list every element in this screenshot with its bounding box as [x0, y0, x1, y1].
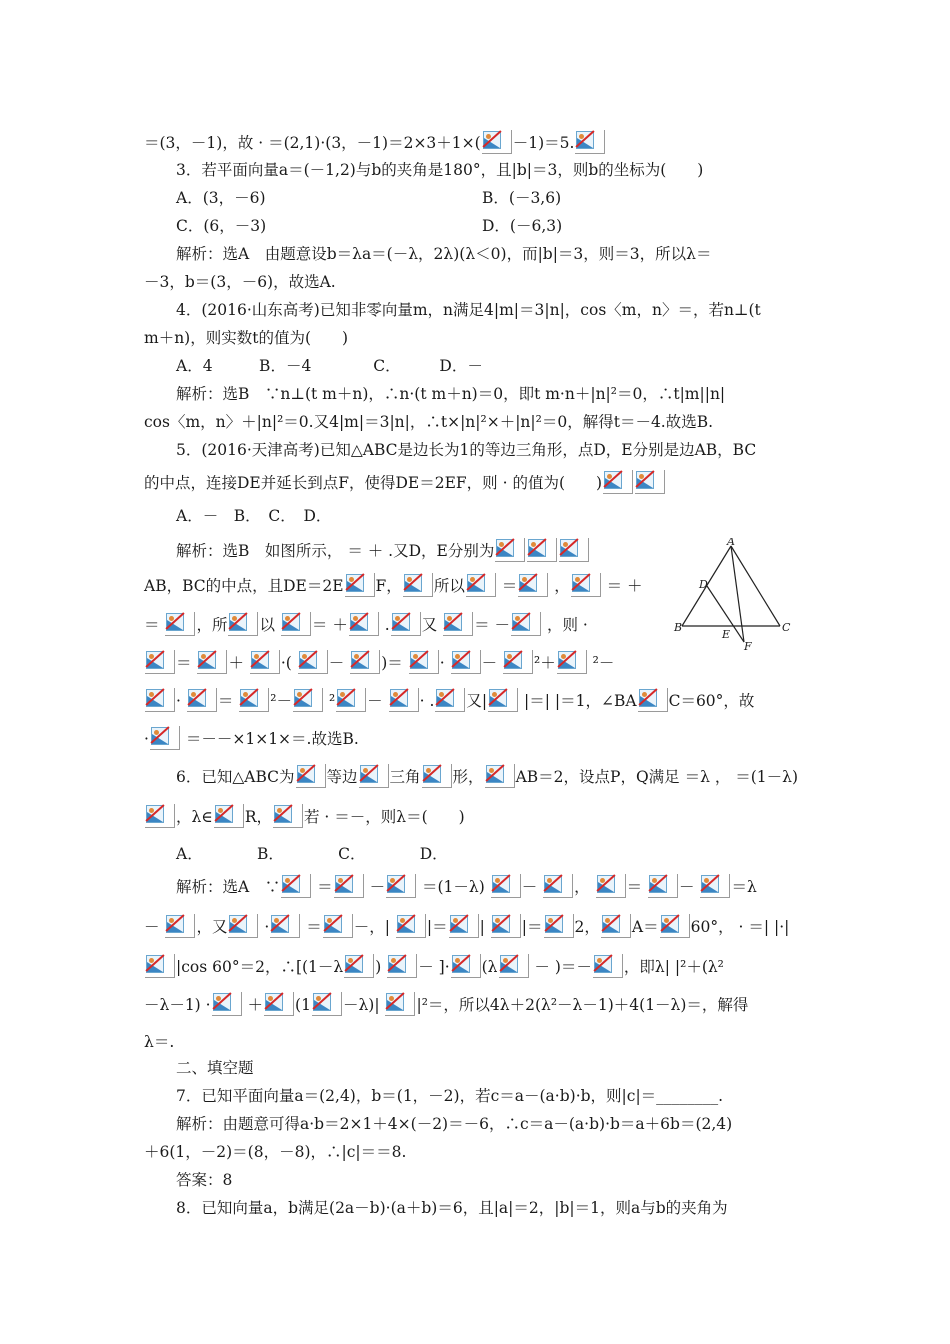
broken-image-icon [559, 538, 589, 562]
broken-image-icon [293, 688, 323, 712]
broken-image-icon [250, 650, 280, 674]
broken-image-icon [214, 804, 244, 828]
broken-image-icon [700, 874, 730, 898]
broken-image-icon [296, 764, 326, 788]
broken-image-icon [518, 573, 548, 597]
text-line: 答案：8 [176, 1171, 233, 1189]
broken-image-icon [557, 650, 587, 674]
broken-image-icon [197, 650, 227, 674]
broken-image-icon [165, 914, 195, 938]
text-line: 解析：选B 如图所示， ＝ ＋ .又D，E分别为 [176, 538, 590, 562]
text-line: |cos 60°＝2，∴[(1－λ ) － ]· (λ － )＝－ ，即λ| |²＋(λ² [144, 954, 724, 978]
broken-image-icon [571, 573, 601, 597]
broken-image-icon [145, 650, 175, 674]
broken-image-icon [145, 688, 175, 712]
broken-image-icon [281, 612, 311, 636]
text-line: A．4 B．－4 C． D．－ [176, 357, 483, 375]
text-line: A．(3，－6) [176, 189, 266, 207]
broken-image-icon [488, 688, 518, 712]
broken-image-icon [349, 612, 379, 636]
text-line: λ＝. [144, 1033, 175, 1051]
broken-image-icon [491, 914, 521, 938]
broken-image-icon [451, 650, 481, 674]
broken-image-icon [491, 874, 521, 898]
text-line: · ＝－－×1×1×＝.故选B. [144, 726, 359, 750]
broken-image-icon [544, 914, 574, 938]
broken-image-icon [270, 914, 300, 938]
broken-image-icon [435, 688, 465, 712]
label-c: C [782, 621, 791, 634]
broken-image-icon [323, 914, 353, 938]
text-line: ＝ ＋ ·( － )＝ · － ²＋ ²－ [144, 650, 614, 674]
broken-image-icon [228, 914, 258, 938]
text-line: － ，又 · ＝ －，| |＝ | |＝ 2， A＝ 60°， · ＝| |·| [144, 914, 789, 938]
broken-image-icon [638, 688, 668, 712]
text-line: B．(－3,6) [482, 189, 562, 207]
broken-image-icon [212, 992, 242, 1016]
label-d: D [699, 578, 708, 591]
text-line: 8．已知向量a，b满足(2a－b)·(a＋b)＝6，且|a|＝2，|b|＝1，则a与b的夹角为 [176, 1199, 728, 1217]
broken-image-icon [443, 612, 473, 636]
text-line: 的中点，连接DE并延长到点F，使得DE＝2EF，则 · 的值为( ) [144, 470, 666, 494]
broken-image-icon [451, 954, 481, 978]
label-f: F [744, 640, 752, 653]
text-line: A．－ B． C． D． [176, 507, 332, 525]
broken-image-icon [575, 130, 605, 154]
broken-image-icon [145, 804, 175, 828]
label-b: B [674, 621, 683, 634]
broken-image-icon [596, 874, 626, 898]
text-line: 7．已知平面向量a＝(2,4)，b＝(1，－2)，若c＝a－(a·b)·b，则|c|＝________. [176, 1087, 724, 1105]
text-line: 4．(2016·山东高考)已知非零向量m，n满足4|m|＝3|n|，cos〈m，n〉＝，若n⊥(t [176, 301, 761, 319]
text-line: －3，b＝(3，－6)，故选A. [144, 273, 336, 291]
triangle-figure [672, 538, 792, 653]
text-line: 3．若平面向量a＝(－1,2)与b的夹角是180°，且|b|＝3，则b的坐标为( ) [176, 161, 704, 179]
broken-image-icon [228, 612, 258, 636]
text-line: ＋6(1，－2)＝(8，－8)，∴|c|＝＝8. [144, 1143, 407, 1161]
broken-image-icon [543, 874, 573, 898]
broken-image-icon [482, 130, 512, 154]
broken-image-icon [187, 688, 217, 712]
broken-image-icon [312, 992, 342, 1016]
broken-image-icon [409, 650, 439, 674]
broken-image-icon [389, 688, 419, 712]
broken-image-icon [527, 538, 557, 562]
broken-image-icon [145, 954, 175, 978]
broken-image-icon [334, 874, 364, 898]
text-line: 解析：选A 由题意设b＝λa＝(－λ，2λ)(λ＜0)，而|b|＝3，则＝3，所以λ＝ [176, 245, 712, 263]
text-line: －λ－1) · ＋ (1 －λ)| |²＝，所以4λ＋2(λ²－λ－1)＋4(1－λ)＝，解得 [144, 992, 748, 1016]
broken-image-icon [485, 764, 515, 788]
broken-image-icon [273, 804, 303, 828]
broken-image-icon [635, 470, 665, 494]
text-line: D．(－6,3) [482, 217, 563, 235]
broken-image-icon [350, 650, 380, 674]
broken-image-icon [396, 914, 426, 938]
broken-image-icon [391, 612, 421, 636]
broken-image-icon [336, 688, 366, 712]
broken-image-icon [511, 612, 541, 636]
broken-image-icon [593, 954, 623, 978]
broken-image-icon [449, 914, 479, 938]
text-line: 6．已知△ABC为 等边 三角 形， AB＝2，设点P，Q满足 ＝λ ， ＝(1－λ) [176, 764, 798, 788]
text-line: m＋n)，则实数t的值为( ) [144, 329, 349, 347]
broken-image-icon [281, 874, 311, 898]
broken-image-icon [601, 914, 631, 938]
text-line: AB，BC的中点，且DE＝2E F， 所以 ＝ ， ＝ ＋ [144, 573, 643, 597]
broken-image-icon [648, 874, 678, 898]
broken-image-icon [150, 726, 180, 750]
broken-image-icon [499, 954, 529, 978]
broken-image-icon [264, 992, 294, 1016]
broken-image-icon [387, 954, 417, 978]
text-line: ，λ∈ R， 若 · ＝－，则λ＝( ) [144, 804, 465, 828]
text-line: 5．(2016·天津高考)已知△ABC是边长为1的等边三角形，点D，E分别是边AB，BC [176, 441, 757, 459]
text-line: ＝(3，－1)，故 · ＝(2,1)·(3，－1)＝2×3＋1×( －1)＝5. [144, 130, 606, 154]
broken-image-icon [298, 650, 328, 674]
broken-image-icon [165, 612, 195, 636]
broken-image-icon [660, 914, 690, 938]
broken-image-icon [344, 954, 374, 978]
broken-image-icon [385, 992, 415, 1016]
broken-image-icon [495, 538, 525, 562]
broken-image-icon [422, 764, 452, 788]
broken-image-icon [603, 470, 633, 494]
broken-image-icon [466, 573, 496, 597]
label-a: A [727, 538, 735, 548]
broken-image-icon [386, 874, 416, 898]
broken-image-icon [359, 764, 389, 788]
broken-image-icon [239, 688, 269, 712]
broken-image-icon [345, 573, 375, 597]
text-line: 二、填空题 [176, 1059, 254, 1077]
text-line: ＝ ，所 以 ＝ ＋ . 又 ＝ － ，则 · [144, 612, 588, 636]
text-line: 解析：选B ∵n⊥(t m＋n)，∴n·(t m＋n)＝0，即t m·n＋|n|²＝0，∴t|m||n| [176, 385, 726, 403]
text-line: cos〈m，n〉＋|n|²＝0.又4|m|＝3|n|，∴t×|n|²×＋|n|²＝0，解得t＝－4.故选B. [144, 413, 714, 431]
text-line: A． B． C． D． [176, 845, 448, 863]
broken-image-icon [503, 650, 533, 674]
text-line: 解析：由题意可得a·b＝2×1＋4×(－2)＝－6，∴c＝a－(a·b)·b＝a＋6b＝(2,4) [176, 1115, 733, 1133]
label-e: E [722, 628, 731, 641]
text-line: 解析：选A ∵ ＝ － ＝(1－λ) － ， ＝ － ＝λ [176, 874, 757, 898]
text-line: C．(6，－3) [176, 217, 267, 235]
text-line: · ＝ ²－ ² － · . 又| |＝| |＝1，∠BA C＝60°，故 [144, 688, 754, 712]
broken-image-icon [403, 573, 433, 597]
